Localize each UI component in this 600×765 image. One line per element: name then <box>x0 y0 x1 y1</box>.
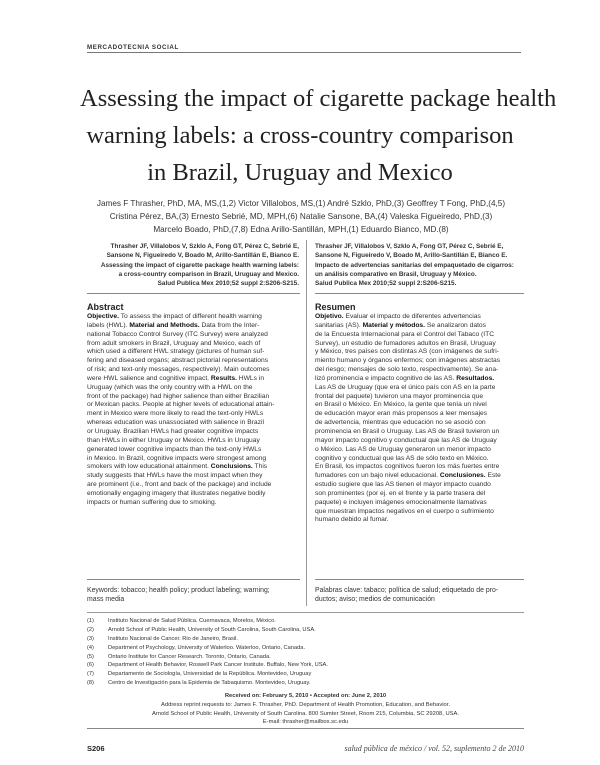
resumen-line: de la Encuesta Internacional para el Control del Tabaco (ITC <box>315 330 495 338</box>
affiliation-text: Centro de Investigación para la Epidemia de Tabaquismo. Montevideo, Uruguay. <box>108 680 311 687</box>
palabras-clave <box>315 586 524 604</box>
affiliation-number: (2) <box>87 626 94 633</box>
resumen-line: cognitivo y conductual que las AS de sólo texto en México. <box>315 454 489 462</box>
abstract-line: front of the package) had higher salience than either Brazilian <box>87 392 270 400</box>
author-line: Cristina Pérez, BA,(3) Ernesto Sebrié, MD, MPH,(6) Natalie Sansone, BA,(4) Valeska Figueiredo, PhD,(3) <box>109 212 493 221</box>
resumen-line: que muestran impactos negativos en el cuerpo o sufrimiento <box>315 507 494 515</box>
affiliation-text: Departamento de Sociología, Universidad de la República. Montevideo, Uruguay <box>108 671 312 678</box>
abstract-line: smokers with low educational attainment. Conclusions. This <box>87 463 268 471</box>
resumen-line: estudio sugiere que las AS tienen el mayor impacto cuando <box>315 481 491 489</box>
affiliations-rule <box>87 612 524 613</box>
page-number: S206 <box>87 744 105 753</box>
abstract-line: ment in Mexico were more likely to read the text-only HWLs <box>87 410 264 418</box>
abstract-line: generated lower cognitive impacts than the text-only HWLs <box>87 445 262 453</box>
author-line: James F Thrasher, PhD, MA, MS,(1,2) Victor Villalobos, MS,(1) André Szklo, PhD,(3) Geoffrey T Fong, PhD,(4,5) <box>96 199 506 208</box>
abstract-line: or Uruguay. Brazilian HWLs had greater cognitive impacts <box>87 427 259 435</box>
affiliation-number: (1) <box>87 618 94 624</box>
abstract-line: national Tobacco Control Survey (ITC Survey) were analyzed <box>87 330 268 338</box>
correspondence-block <box>87 692 524 727</box>
citation-line: Thrasher JF, Villalobos V, Szklo A, Fong GT, Pérez C, Sebrié E, <box>315 243 504 250</box>
citation-line: un análisis comparativo en Brasil, Uruguay y México. <box>315 270 477 278</box>
resumen-line: fumadores con un bajo nivel educacional. Conclusiones. Este <box>315 472 501 480</box>
section-rule <box>87 52 521 53</box>
resumen-line: del riesgo; mensajes de solo texto, respectivamente). Se ana- <box>315 366 499 374</box>
keywords <box>87 586 300 604</box>
author-line: Marcelo Boado, PhD,(7,8) Edna Arillo-Santillán, MPH,(1) Eduardo Bianco, MD.(8) <box>153 225 449 234</box>
citation-line: Impacto de advertencias sanitarias del empaquetado de cigarros: <box>315 261 514 269</box>
column-divider <box>306 240 307 606</box>
citation-line: Sansone N, Figueiredo V, Boado M, Arillo-Santillán E, Bianco E. <box>315 252 508 260</box>
abstract-line: from adult smokers in Brazil, Uruguay and Mexico, each of <box>87 339 261 347</box>
affiliation-number: (6) <box>87 662 94 669</box>
citation-line: Sansone N, Figueiredo V, Boado M, Arillo-Santillán E, Bianco E. <box>106 252 299 260</box>
affiliation-item <box>87 670 517 679</box>
keywords-line: Keywords: tobacco; health policy; product labeling; warning; <box>87 587 270 594</box>
resumen-line: prominencia en Brasil o Uruguay. Las AS de Brasil tuvieron un <box>315 427 500 435</box>
resumen-line: En Brasil, los impactos cognitivos fueron los más fuertes entre <box>315 463 500 471</box>
journal-reference: salud pública de méxico / vol. 52, suplemento 2 de 2010 <box>344 744 524 753</box>
resumen-line: Las AS de Uruguay (que era el único país con AS en la parte <box>315 383 496 391</box>
received-accepted-line: Received on: February 5, 2010 • Accepted on: June 2, 2010 <box>224 693 387 699</box>
citation-line: Salud Publica Mex 2010;52 suppl 2:S206-S215. <box>315 280 457 288</box>
affiliation-number: (7) <box>87 671 94 678</box>
affiliation-text: Instituto Nacional de Salud Pública. Cuernavaca, Morelos, México. <box>108 618 276 624</box>
affiliation-item <box>87 635 517 644</box>
resumen-line: Survey), un estudio de fumadores adultos en Brasil, Uruguay <box>315 339 496 347</box>
resumen-line: paquete) e incluyen imágenes emocionalmente llamativas <box>315 498 487 506</box>
palabras-line: ductos; aviso; medios de comunicación <box>315 596 435 603</box>
abstract-line: whereas education was unassociated with salience in Brazil <box>87 419 264 427</box>
affiliation-number: (4) <box>87 644 94 651</box>
author-list <box>96 197 506 236</box>
abstract-line: emotionally engaging imagery that illustrates negative bodily <box>87 489 266 497</box>
address-line: Arnold School of Public Health, University of South Carolina. 800 Sumter Street, Room 215, Columbia, SC 29208, USA. <box>151 710 460 717</box>
palabras-rule <box>315 579 524 580</box>
affiliations-list <box>87 617 517 688</box>
abstract-line: labels (HWL). Material and Methods. Data from the Inter- <box>87 321 260 329</box>
reprint-line: Address reprint requests to: James F. Thrasher, PhD. Department of Health Promotion, Education, and Behavior. <box>161 701 450 708</box>
affiliation-number: (8) <box>87 680 94 687</box>
abstract-line: are prominent (i.e., front and back of the package) and include <box>87 481 272 489</box>
affiliation-item <box>87 661 517 670</box>
article-title <box>80 80 557 191</box>
affiliation-number: (5) <box>87 653 94 660</box>
affiliation-number: (3) <box>87 635 94 642</box>
citation-line: Salud Publica Mex 2010;52 suppl 2:S206-S215. <box>157 280 299 288</box>
resumen-top-rule <box>315 293 524 294</box>
title-line: in Brazil, Uruguay and Mexico <box>147 159 453 186</box>
keywords-rule <box>87 579 300 580</box>
abstract-line: than HWLs in either Uruguay or Mexico. HWLs in Uruguay <box>87 436 260 444</box>
resumen-line: y México, tres países con distintas AS (con imágenes de sufri- <box>315 348 499 356</box>
abstract-line: which used a different HWL strategy (pictures of human suf- <box>87 348 265 356</box>
affiliation-item <box>87 617 517 626</box>
abstract-top-rule <box>87 293 300 294</box>
affiliation-text: Instituto Nacional de Cancer. Rio de Janeiro, Brasil. <box>108 635 238 642</box>
resumen-line: Objetivo. Evaluar el impacto de diferentes advertencias <box>315 313 481 320</box>
abstract-line: impacts or human suffering due to smoking. <box>87 498 217 506</box>
resumen-heading: Resumen <box>315 302 356 312</box>
resumen-line: miento humano y órganos enfermos; con imágenes abstractas <box>315 357 501 365</box>
citation-english <box>87 242 299 288</box>
resumen-line: de educación mayor eran más propensos a leer mensajes <box>315 410 488 418</box>
abstract-line: or Mexican packs. People at higher levels of educational attain- <box>87 401 275 409</box>
email-line: E-mail: thrasher@mailbox.sc.edu <box>262 719 349 726</box>
section-tag: MERCADOTECNIA SOCIAL <box>87 44 179 51</box>
resumen-line: o México. Las AS de Uruguay generaron un menor impacto <box>315 445 491 453</box>
abstract-line: were HWL salience and cognitive impact. Results. HWLs in <box>87 374 265 382</box>
resumen-line: mayor impacto cognitivo y conductual que las AS de Uruguay <box>315 436 497 444</box>
resumen-line: lizó prominencia e impacto cognitivo de las AS. Resultados. <box>315 374 495 382</box>
abstract-line: in Mexico. In Brazil, cognitive impacts were strongest among <box>87 454 267 462</box>
resumen-line: en Brasil o México. En México, la gente que tenía un nivel <box>315 401 487 409</box>
footer-rule <box>87 728 524 729</box>
abstract-line: Objective. To assess the impact of different health warning <box>87 313 262 320</box>
abstract-line: study suggests that HWLs have the most impact when they <box>87 472 263 480</box>
resumen-line: humano debido al fumar. <box>315 516 389 524</box>
affiliation-text: Department of Psychology, University of Waterloo. Waterloo, Ontario, Canada. <box>108 644 306 651</box>
affiliation-item <box>87 644 517 653</box>
resumen-line: son prominentes (por ej. en el frente y la parte trasera del <box>315 489 486 497</box>
affiliation-item <box>87 626 517 635</box>
affiliation-text: Ontario Institute for Cancer Research. Toronto, Ontario, Canada. <box>108 653 271 660</box>
affiliation-text: Department of Health Behavior, Roswell Park Cancer Institute. Buffalo, New York, USA. <box>108 662 328 669</box>
affiliation-item <box>87 679 517 688</box>
resumen-line: de advertencia, mientras que educación no se asoció con <box>315 419 486 427</box>
title-line: Assessing the impact of cigarette package health <box>80 85 557 112</box>
affiliation-text: Arnold School of Public Health, University of South Carolina, South Carolina, USA. <box>108 626 316 633</box>
citation-line: Assessing the impact of cigarette package health warning labels: <box>100 261 299 269</box>
abstract-heading: Abstract <box>87 302 124 312</box>
citation-line: a cross-country comparison in Brazil, Uruguay and Mexico. <box>118 270 299 278</box>
resumen-line: frontal del paquete) tuvieron una mayor prominencia que <box>315 392 484 400</box>
citation-line: Thrasher JF, Villalobos V, Szklo A, Fong GT, Pérez C, Sebrié E, <box>110 243 299 250</box>
abstract-line: of risk; and text-only messages, respectively). Main outcomes <box>87 366 270 374</box>
abstract-body <box>87 313 300 508</box>
abstract-line: fering and diseased organs; abstract pictorial representations <box>87 357 269 365</box>
abstract-line: Uruguay (which was the only country with a HWL on the <box>87 383 253 391</box>
resumen-body <box>315 313 524 525</box>
resumen-line: sanitarias (AS). Material y métodos. Se analizaron datos <box>315 321 486 329</box>
affiliation-item <box>87 653 517 662</box>
keywords-line: mass media <box>87 596 125 603</box>
title-line: warning labels: a cross-country comparison <box>86 122 514 149</box>
citation-spanish <box>315 242 523 288</box>
palabras-line: Palabras clave: tabaco; política de salud; etiquetado de pro- <box>315 587 499 594</box>
